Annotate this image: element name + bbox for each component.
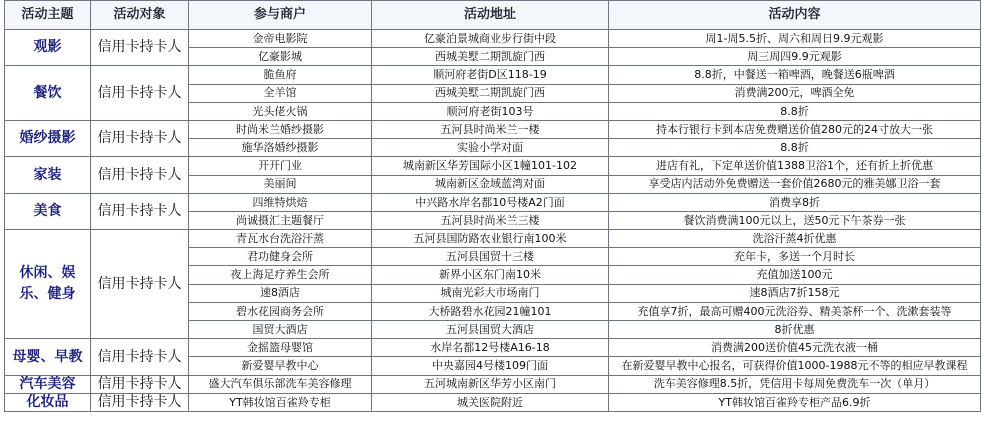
activity-theme-cell: 休闲、娱乐、健身 xyxy=(5,230,91,339)
merchant-cell: 尚诚摄汇主题餐厅 xyxy=(189,211,372,229)
activity-theme-cell: 餐饮 xyxy=(5,66,91,121)
address-cell: 亿豪泊景城商业步行街中段 xyxy=(372,30,609,48)
merchant-cell: 君功健身会所 xyxy=(189,248,372,266)
address-cell: 中兴路水岸名都10号楼A2门面 xyxy=(372,193,609,211)
activity-theme-cell: 婚纱摄影 xyxy=(5,120,91,156)
address-cell: 新界小区东门南10米 xyxy=(372,266,609,284)
address-cell: 顺河府老街D区118-19 xyxy=(372,66,609,84)
content-cell: 速8酒店7折158元 xyxy=(609,284,981,302)
table-row xyxy=(5,30,981,48)
content-cell: 享受店内活动外免费赠送一套价值2680元的雅美娜卫浴一套 xyxy=(609,175,981,193)
address-cell: 五河县国贸大酒店 xyxy=(372,321,609,339)
merchant-cell: 四维特烘焙 xyxy=(189,193,372,211)
merchant-cell: 开开门业 xyxy=(189,157,372,175)
activity-target-cell: 信用卡持卡人 xyxy=(91,393,189,411)
address-cell: 五河城南新区华芳小区南门 xyxy=(372,375,609,393)
activity-target-cell: 信用卡持卡人 xyxy=(91,157,189,193)
merchant-cell: 夜上海足疗养生会所 xyxy=(189,266,372,284)
merchant-cell: 光头佬火锅 xyxy=(189,102,372,120)
address-cell: 实验小学对面 xyxy=(372,139,609,157)
table-row xyxy=(5,375,981,393)
content-cell: 持本行银行卡到本店免费赠送价值280元的24寸放大一张 xyxy=(609,120,981,138)
content-cell: 在新爱婴早教中心报名，可获得价值1000-1988元不等的相应早教课程 xyxy=(609,357,981,375)
merchant-cell: 青瓦水台洗浴汗蒸 xyxy=(189,230,372,248)
activity-theme-cell: 家装 xyxy=(5,157,91,193)
address-cell: 水岸名都12号楼A16-18 xyxy=(372,339,609,357)
merchant-cell: 美丽间 xyxy=(189,175,372,193)
table-row xyxy=(5,393,981,411)
content-cell: YT韩妆馆百雀羚专柜产品6.9折 xyxy=(609,393,981,411)
content-cell: 消费享8折 xyxy=(609,193,981,211)
header-merchant: 参与商户 xyxy=(189,1,372,30)
header-address: 活动地址 xyxy=(372,1,609,30)
table-row xyxy=(5,120,981,138)
address-cell: 中央嘉园4号楼109门面 xyxy=(372,357,609,375)
table-row xyxy=(5,157,981,175)
activity-target-cell: 信用卡持卡人 xyxy=(91,375,189,393)
address-cell: 西城美墅二期凯旋门西 xyxy=(372,48,609,66)
content-cell: 洗浴汗蒸4折优惠 xyxy=(609,230,981,248)
merchant-cell: 金摇篮母婴馆 xyxy=(189,339,372,357)
address-cell: 西城美墅二期凯旋门西 xyxy=(372,84,609,102)
address-cell: 大桥路碧水花园21幢101 xyxy=(372,302,609,320)
merchant-cell: 国贸大酒店 xyxy=(189,321,372,339)
address-cell: 城南新区华芳国际小区1幢101-102 xyxy=(372,157,609,175)
activity-target-cell: 信用卡持卡人 xyxy=(91,30,189,66)
content-cell: 8.8折，中餐送一箱啤酒，晚餐送6瓶啤酒 xyxy=(609,66,981,84)
address-cell: 五河县国贸十三楼 xyxy=(372,248,609,266)
activity-theme-cell: 美食 xyxy=(5,193,91,229)
activity-target-cell: 信用卡持卡人 xyxy=(91,66,189,121)
content-cell: 餐饮消费满100元以上，送50元下午茶券一张 xyxy=(609,211,981,229)
activity-theme-cell: 母婴、早教 xyxy=(5,339,91,375)
content-cell: 消费满200元，啤酒全免 xyxy=(609,84,981,102)
content-cell: 充值享7折，最高可赠400元洗浴券、精美茶杯一个、洗漱套装等 xyxy=(609,302,981,320)
activity-target-cell: 信用卡持卡人 xyxy=(91,193,189,229)
activity-target-cell: 信用卡持卡人 xyxy=(91,339,189,375)
content-cell: 8折优惠 xyxy=(609,321,981,339)
content-cell: 周1-周5.5折、周六和周日9.9元观影 xyxy=(609,30,981,48)
merchant-cell: 时尚米兰婚纱摄影 xyxy=(189,120,372,138)
table-row xyxy=(5,230,981,248)
address-cell: 城关医院附近 xyxy=(372,393,609,411)
merchant-cell: 新爱婴早教中心 xyxy=(189,357,372,375)
promotion-table xyxy=(4,0,981,412)
merchant-cell: 脆鱼府 xyxy=(189,66,372,84)
header-content: 活动内容 xyxy=(609,1,981,30)
content-cell: 进店有礼，下定单送价值1388卫浴1个，还有折上折优惠 xyxy=(609,157,981,175)
header-target: 活动对象 xyxy=(91,1,189,30)
content-cell: 8.8折 xyxy=(609,139,981,157)
activity-target-cell: 信用卡持卡人 xyxy=(91,120,189,156)
address-cell: 五河县时尚米兰三楼 xyxy=(372,211,609,229)
merchant-cell: 施华洛婚纱摄影 xyxy=(189,139,372,157)
activity-theme-cell: 观影 xyxy=(5,30,91,66)
content-cell: 充年卡，多送一个月时长 xyxy=(609,248,981,266)
activity-target-cell: 信用卡持卡人 xyxy=(91,230,189,339)
content-cell: 充值加送100元 xyxy=(609,266,981,284)
merchant-cell: 全羊馆 xyxy=(189,84,372,102)
activity-theme-cell: 汽车美容 xyxy=(5,375,91,393)
merchant-cell: 碧水花园商务会所 xyxy=(189,302,372,320)
address-cell: 顺河府老街103号 xyxy=(372,102,609,120)
address-cell: 五河县国防路农业银行南100米 xyxy=(372,230,609,248)
merchant-cell: 亿豪影城 xyxy=(189,48,372,66)
address-cell: 五河县时尚米兰一楼 xyxy=(372,120,609,138)
table-row xyxy=(5,339,981,357)
activity-theme-cell: 化妆品 xyxy=(5,393,91,411)
table-row xyxy=(5,66,981,84)
content-cell: 消费满200送价值45元洗衣液一桶 xyxy=(609,339,981,357)
content-cell: 8.8折 xyxy=(609,102,981,120)
address-cell: 城南新区金域蓝湾对面 xyxy=(372,175,609,193)
merchant-cell: 盛大汽车俱乐部洗车美容修理 xyxy=(189,375,372,393)
content-cell: 洗车美容修理8.5折，凭信用卡每周免费洗车一次（单月） xyxy=(609,375,981,393)
table-row xyxy=(5,193,981,211)
table-header-row xyxy=(5,1,981,30)
address-cell: 城南光彩大市场南门 xyxy=(372,284,609,302)
merchant-cell: 速8酒店 xyxy=(189,284,372,302)
merchant-cell: 金帝电影院 xyxy=(189,30,372,48)
header-theme: 活动主题 xyxy=(5,1,91,30)
merchant-cell: YT韩妆馆百雀羚专柜 xyxy=(189,393,372,411)
content-cell: 周三周四9.9元观影 xyxy=(609,48,981,66)
table-body xyxy=(5,30,981,412)
